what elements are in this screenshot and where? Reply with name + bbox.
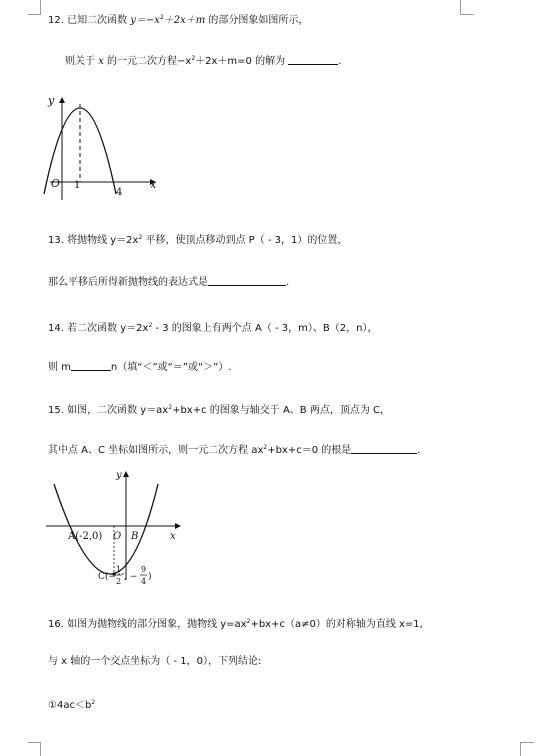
crop-mark-bottom-left (28, 742, 41, 743)
c-y-denominator: 4 (141, 577, 147, 586)
answer-blank[interactable] (288, 55, 338, 65)
question-12-title: 12. 已知二次函数 $y=-x^2+2x+m$ 的部分图象如图所示， (48, 14, 309, 26)
y-axis-label: y (48, 94, 55, 107)
c-comma: , − (124, 572, 138, 582)
question-12-prompt: 则关于 x 的一元二次方程$-x^2+2x+m=0$ 的解为 . (65, 55, 342, 67)
point-b-label: B (131, 531, 139, 542)
crop-mark-bottom-right (520, 742, 534, 743)
tick-label-1: 1 (74, 180, 81, 191)
crop-mark-top-right (460, 14, 474, 15)
c-y-numerator: 9 (141, 565, 147, 574)
answer-blank[interactable] (351, 444, 417, 454)
crop-mark-bottom-left (40, 742, 41, 756)
origin-label: O (113, 531, 122, 542)
answer-blank[interactable] (208, 276, 286, 286)
c-x-denominator: 2 (116, 577, 122, 586)
x-axis-label: x (170, 531, 176, 542)
question-13-title: 13. 将抛物线 $y=2x^2$ 平移，使顶点移动到点 P（ - 3，1）的位置， (48, 234, 348, 246)
question-12-parabola-graph (40, 92, 165, 204)
question-14-prompt: 则 m n（填“＜”或“＝”或“＞”）. (48, 362, 232, 373)
point-a-label: A(-2,0) (68, 531, 103, 542)
tick-label-4: 4 (116, 187, 123, 198)
point-c-label: C(− (98, 572, 116, 582)
c-close-paren: ) (148, 572, 152, 582)
crop-mark-top-left (40, 0, 41, 15)
question-16-title: 16. 如图为抛物线的部分图象，抛物线 $y=ax^2+bx+c(a\ne 0)$的对称轴为直线 x=1, (48, 618, 423, 630)
origin-label: O (51, 177, 61, 190)
question-14-title: 14. 若二次函数 $y=2x^2 - 3$ 的图象上有两个点 A（ - 3，m）、B（2，n）， (48, 322, 378, 334)
crop-mark-top-left (28, 14, 41, 15)
x-axis-label: x (150, 178, 157, 191)
question-16-line-2: 与 x 轴的一个交点坐标为（ - 1，0），下列结论: (48, 656, 262, 667)
question-16-conclusion-1: $①4ac<b^2$ (48, 699, 96, 711)
question-15-title: 15. 如图，二次函数 $y=ax^2+bx+c$ 的图象与轴交于 A、B 两点，顶点为 C， (48, 404, 390, 416)
c-x-numerator: 1 (116, 565, 122, 574)
crop-mark-top-right (460, 0, 461, 15)
crop-mark-bottom-right (520, 742, 521, 756)
question-13-prompt: 那么平移后所得新抛物线的表达式是 . (48, 277, 290, 288)
answer-blank[interactable] (71, 361, 111, 371)
question-15-prompt: 其中点 A、C 坐标如图所示，则一元二次方程 $ax^2+bx+c=0$ 的根是 . (48, 444, 421, 456)
question-15-parabola-graph (40, 466, 190, 590)
parabola-curve (54, 484, 158, 574)
y-axis-label: y (116, 470, 122, 481)
